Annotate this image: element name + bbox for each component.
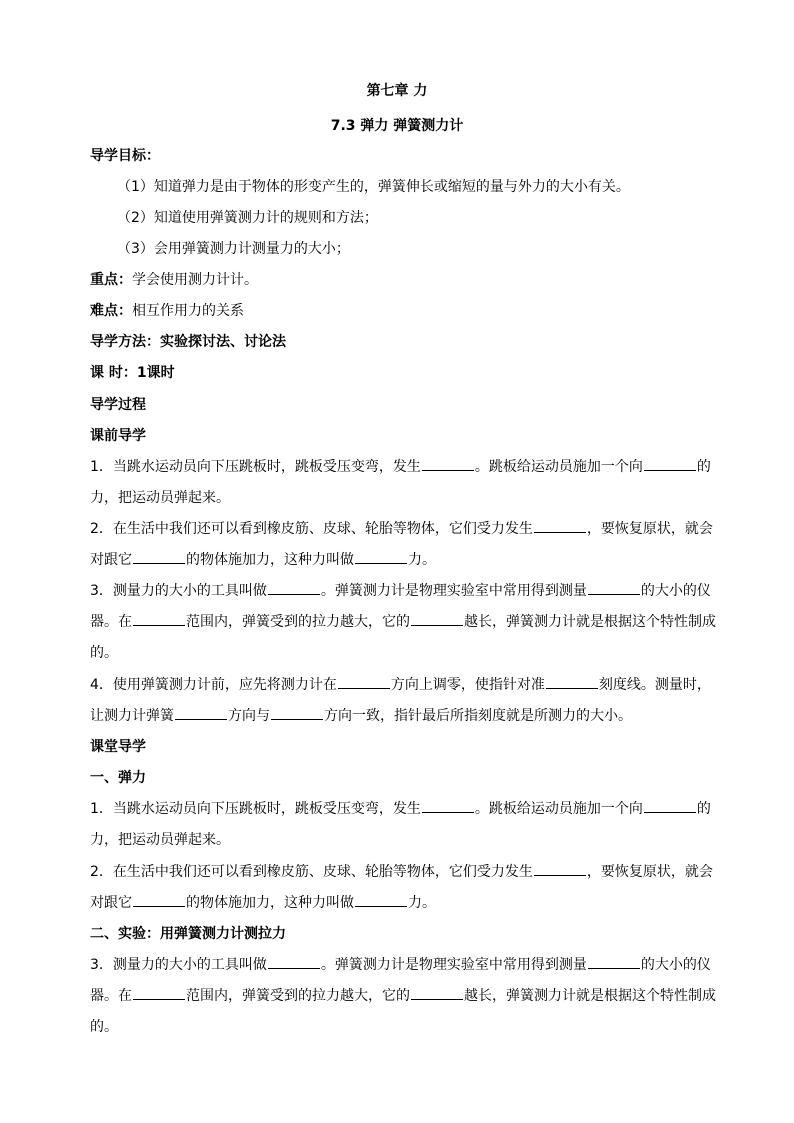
text-segment: 2．在生活中我们还可以看到橡皮筋、皮球、轮胎等物体，它们受力发生	[90, 521, 533, 537]
goal-item: （3）会用弹簧测力计测量力的大小；	[117, 241, 350, 257]
text-segment: 的物体施加力，这种力叫做	[186, 895, 354, 911]
question-line	[90, 707, 710, 725]
answer-blank[interactable]	[644, 458, 696, 471]
key-point-label: 重点：	[90, 272, 132, 288]
text-segment: 的	[696, 459, 711, 475]
answer-blank[interactable]	[534, 863, 586, 876]
text-segment: 器。在	[90, 614, 132, 630]
question-line	[90, 520, 713, 538]
question-line	[90, 831, 710, 849]
text-segment: 3．测量力的大小的工具叫做	[90, 583, 267, 599]
goals-heading: 导学目标：	[90, 148, 160, 164]
question-line	[90, 800, 710, 818]
key-point-text: 学会使用测力计计。	[132, 272, 258, 288]
answer-blank[interactable]	[422, 458, 474, 471]
question-line	[90, 644, 710, 662]
text-segment: 的大小的仪	[640, 957, 711, 973]
answer-blank[interactable]	[411, 613, 463, 626]
period-line: 课 时：1课时	[90, 365, 175, 381]
answer-blank[interactable]	[355, 894, 407, 907]
answer-blank[interactable]	[133, 613, 185, 626]
text-segment: 的物体施加力，这种力叫做	[186, 552, 354, 568]
question-line	[90, 458, 710, 476]
question-line	[90, 987, 716, 1005]
answer-blank[interactable]	[175, 707, 227, 720]
question-line	[90, 489, 710, 507]
text-segment: 4．使用弹簧测力计前，应先将测力计在	[90, 677, 337, 693]
question-line	[90, 613, 716, 631]
answer-blank[interactable]	[271, 707, 323, 720]
question-line	[90, 582, 710, 600]
text-segment: 力，把运动员弹起来。	[90, 832, 230, 848]
text-segment: 方向上调零，使指针对准	[390, 677, 545, 693]
answer-blank[interactable]	[133, 894, 185, 907]
chapter-title: 第七章 力	[366, 83, 428, 99]
answer-blank[interactable]	[588, 582, 640, 595]
answer-blank[interactable]	[133, 987, 185, 1000]
text-segment: 2．在生活中我们还可以看到橡皮筋、皮球、轮胎等物体，它们受力发生	[90, 864, 533, 880]
text-segment: 1．当跳水运动员向下压跳板时，跳板受压变弯，发生	[90, 801, 421, 817]
answer-blank[interactable]	[133, 551, 185, 564]
text-segment: 力。	[408, 895, 436, 911]
text-segment: 器。在	[90, 988, 132, 1004]
text-segment: 越长，弹簧测力计就是根据这个特性制成	[464, 988, 716, 1004]
section-title: 7.3 弹力 弹簧测力计	[330, 118, 464, 134]
answer-blank[interactable]	[422, 800, 474, 813]
key-point	[90, 271, 710, 289]
text-segment: ，要恢复原状，就会	[586, 521, 713, 537]
difficulty	[90, 302, 710, 320]
question-line	[90, 863, 713, 881]
question-line	[90, 894, 710, 912]
difficulty-text: 相互作用力的关系	[132, 303, 244, 319]
text-segment: 对跟它	[90, 552, 132, 568]
difficulty-label: 难点：	[90, 303, 132, 319]
text-segment: 越长，弹簧测力计就是根据这个特性制成	[464, 614, 716, 630]
goal-item: （2）知道使用弹簧测力计的规则和方法；	[117, 210, 378, 226]
answer-blank[interactable]	[355, 551, 407, 564]
text-segment: 让测力计弹簧	[90, 708, 174, 724]
text-segment: 3．测量力的大小的工具叫做	[90, 957, 267, 973]
text-segment: 方向与	[228, 708, 270, 724]
text-segment: 范围内，弹簧受到的拉力越大，它的	[186, 614, 410, 630]
goal-item: （1）知道弹力是由于物体的形变产生的，弹簧伸长或缩短的量与外力的大小有关。	[117, 179, 630, 195]
process-heading: 导学过程	[90, 397, 146, 413]
answer-blank[interactable]	[338, 676, 390, 689]
text-segment: ，要恢复原状，就会	[586, 864, 713, 880]
text-segment: 。弹簧测力计是物理实验室中常用得到测量	[320, 957, 587, 973]
answer-blank[interactable]	[588, 956, 640, 969]
answer-blank[interactable]	[546, 676, 598, 689]
text-segment: 的。	[90, 645, 118, 661]
question-line	[90, 1018, 710, 1036]
text-segment: 力，把运动员弹起来。	[90, 490, 230, 506]
text-segment: 方向一致，指针最后所指刻度就是所测力的大小。	[324, 708, 632, 724]
class-heading: 课堂导学	[90, 739, 146, 755]
question-line	[90, 676, 710, 694]
answer-blank[interactable]	[268, 956, 320, 969]
text-segment: 。跳板给运动员施加一个向	[474, 801, 643, 817]
text-segment: 。跳板给运动员施加一个向	[474, 459, 643, 475]
answer-blank[interactable]	[411, 987, 463, 1000]
text-segment: 力。	[408, 552, 436, 568]
question-line	[90, 956, 710, 974]
text-segment: 刻度线。测量时，	[598, 677, 711, 693]
method-line: 导学方法：实验探讨法、讨论法	[90, 334, 286, 350]
part1-heading: 一、弹力	[90, 770, 146, 786]
answer-blank[interactable]	[268, 582, 320, 595]
text-segment: 范围内，弹簧受到的拉力越大，它的	[186, 988, 410, 1004]
pre-heading: 课前导学	[90, 428, 146, 444]
part2-heading: 二、实验：用弹簧测力计测拉力	[90, 926, 286, 942]
answer-blank[interactable]	[534, 520, 586, 533]
answer-blank[interactable]	[644, 800, 696, 813]
text-segment: 。弹簧测力计是物理实验室中常用得到测量	[320, 583, 587, 599]
text-segment: 的	[696, 801, 711, 817]
text-segment: 对跟它	[90, 895, 132, 911]
question-line	[90, 551, 710, 569]
text-segment: 的大小的仪	[640, 583, 711, 599]
text-segment: 的。	[90, 1019, 118, 1035]
text-segment: 1．当跳水运动员向下压跳板时，跳板受压变弯，发生	[90, 459, 421, 475]
